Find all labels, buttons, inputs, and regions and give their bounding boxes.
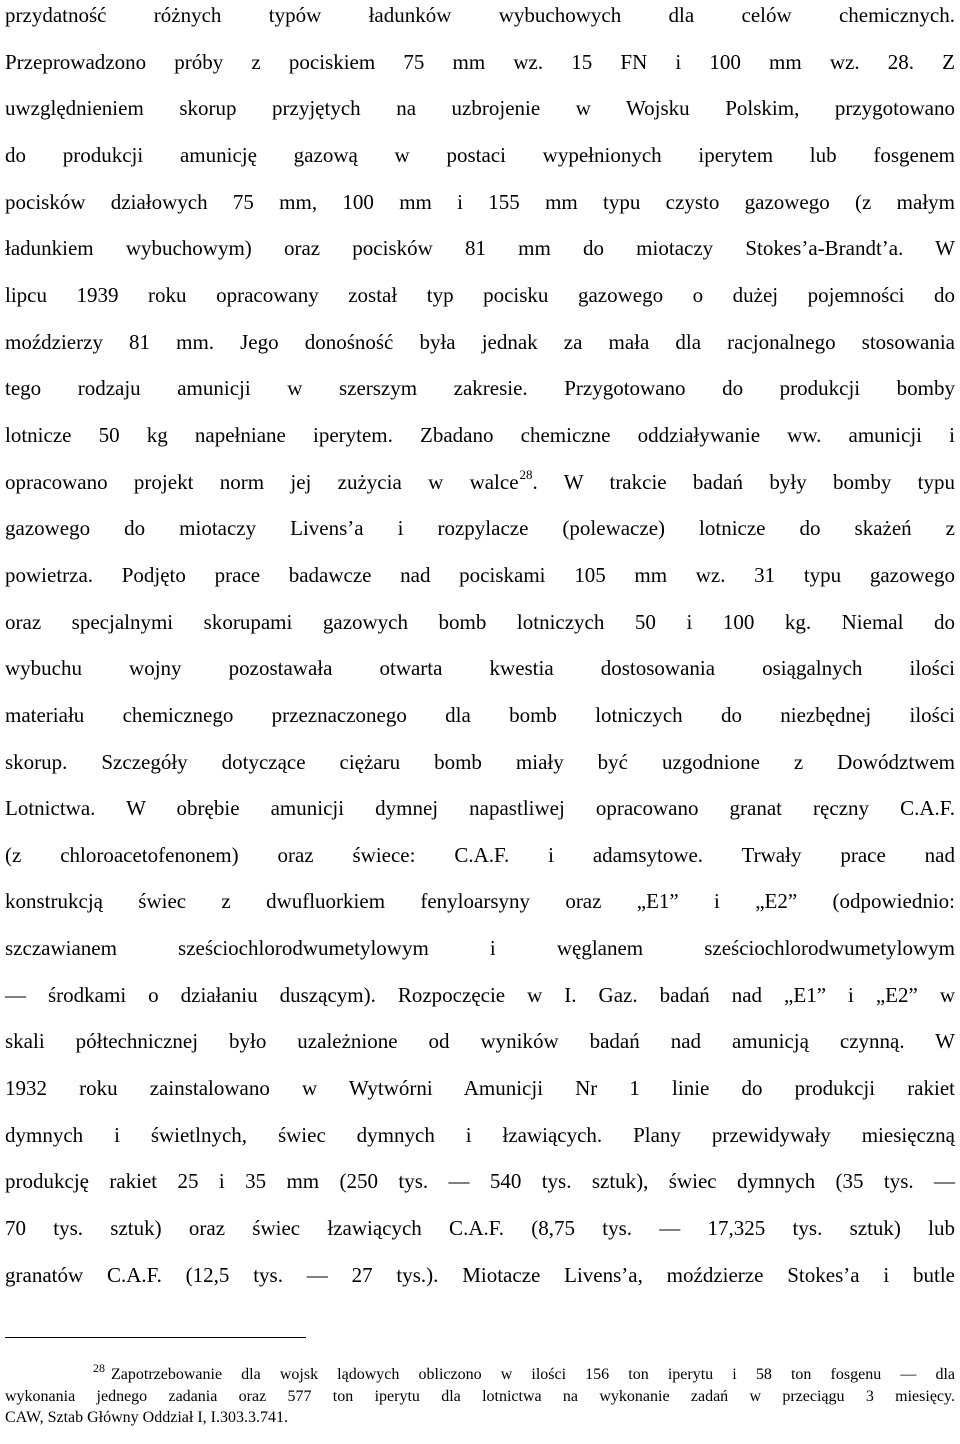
text-line: ładunkiem wybuchowym) oraz pocisków 81 mm do miotaczy Stokes’a-Brandt’a. W xyxy=(5,236,955,261)
text-line: powietrza. Podjęto prace badawcze nad pociskami 105 mm wz. 31 typu gazowego xyxy=(5,562,955,587)
footnote-separator xyxy=(5,1337,306,1338)
text-line: do produkcji amunicję gazową w postaci wypełnionych iperytem lub fosgenem xyxy=(5,142,955,167)
text-line: moździerzy 81 mm. Jego donośność była jednak za mała dla racjonalnego stosowania xyxy=(5,329,955,354)
text-line: oraz specjalnymi skorupami gazowych bomb lotniczych 50 i 100 kg. Niemal do xyxy=(5,609,955,634)
text-line: pocisków działowych 75 mm, 100 mm i 155 mm typu czysto gazowego (z małym xyxy=(5,189,955,214)
text-line: wybuchu wojny pozostawała otwarta kwestia dostosowania osiągalnych ilości xyxy=(5,656,955,681)
text-fragment: opracowano projekt norm jej zużycia w walce xyxy=(5,469,519,494)
text-line: skali półtechnicznej było uzależnione od wyników badań nad amunicją czynną. W xyxy=(5,1029,955,1054)
text-line: 70 tys. sztuk) oraz świec łzawiących C.A.F. (8,75 tys. — 17,325 tys. sztuk) lub xyxy=(5,1216,955,1241)
text-line: konstrukcją świec z dwufluorkiem fenyloarsyny oraz „E1” i „E2” (odpowiednio: xyxy=(5,889,955,914)
footnote-line xyxy=(5,1361,955,1386)
text-line: produkcję rakiet 25 i 35 mm (250 tys. — 540 tys. sztuk), świec dymnych (35 tys. — xyxy=(5,1169,955,1194)
footnote-reference[interactable]: 28 xyxy=(519,466,533,482)
text-line: granatów C.A.F. (12,5 tys. — 27 tys.). Miotacze Livens’a, moździerze Stokes’a i butle xyxy=(5,1262,955,1287)
body-text xyxy=(5,0,955,1298)
text-line: uwzględnieniem skorup przyjętych na uzbrojenie w Wojsku Polskim, przygotowano xyxy=(5,96,955,121)
text-line: Przeprowadzono próby z pociskiem 75 mm wz. 15 FN i 100 mm wz. 28. Z xyxy=(5,49,955,74)
text-line: szczawianem sześciochlorodwumetylowym i węglanem sześciochlorodwumetylowym xyxy=(5,936,955,961)
text-line: skorup. Szczegóły dotyczące ciężaru bomb miały być uzgodnione z Dowództwem xyxy=(5,749,955,774)
text-fragment: . W trakcie badań były bomby typu xyxy=(532,469,955,494)
footnote-line: wykonania jednego zadania oraz 577 ton iperytu dla lotnictwa na wykonanie zadań w przeciągu 3 miesięcy. xyxy=(5,1388,955,1405)
text-line: 1932 roku zainstalowano w Wytwórni Amunicji Nr 1 linie do produkcji rakiet xyxy=(5,1076,955,1101)
text-line: Lotnictwa. W obrębie amunicji dymnej napastliwej opracowano granat ręczny C.A.F. xyxy=(5,796,955,821)
text-line: przydatność różnych typów ładunków wybuchowych dla celów chemicznych. xyxy=(5,3,955,27)
footnote-text: Zapotrzebowanie dla wojsk lądowych obliczono w ilości 156 ton iperytu i 58 ton fosgenu — dla xyxy=(111,1366,955,1383)
text-line: lipcu 1939 roku opracowany został typ pocisku gazowego o dużej pojemności do xyxy=(5,282,955,307)
text-line: dymnych i świetlnych, świec dymnych i łzawiących. Plany przewidywały miesięczną xyxy=(5,1122,955,1147)
text-line: tego rodzaju amunicji w szerszym zakresie. Przygotowano do produkcji bomby xyxy=(5,376,955,401)
text-line-with-footnote-ref xyxy=(5,459,955,506)
footnote xyxy=(5,1361,955,1428)
text-line: materiału chemicznego przeznaczonego dla bomb lotniczych do niezbędnej ilości xyxy=(5,702,955,727)
text-line: — środkami o działaniu duszącym). Rozpoczęcie w I. Gaz. badań nad „E1” i „E2” w xyxy=(5,982,955,1007)
text-line: gazowego do miotaczy Livens’a i rozpylacze (polewacze) lotnicze do skażeń z xyxy=(5,516,955,541)
text-line: lotnicze 50 kg napełniane iperytem. Zbadano chemiczne oddziaływanie ww. amunicji i xyxy=(5,422,955,447)
footnote-line: CAW, Sztab Główny Oddział I, I.303.3.741. xyxy=(5,1409,288,1426)
footnote-number: 28 xyxy=(93,1361,105,1375)
text-line: (z chloroacetofenonem) oraz świece: C.A.F. i adamsytowe. Trwały prace nad xyxy=(5,842,955,867)
